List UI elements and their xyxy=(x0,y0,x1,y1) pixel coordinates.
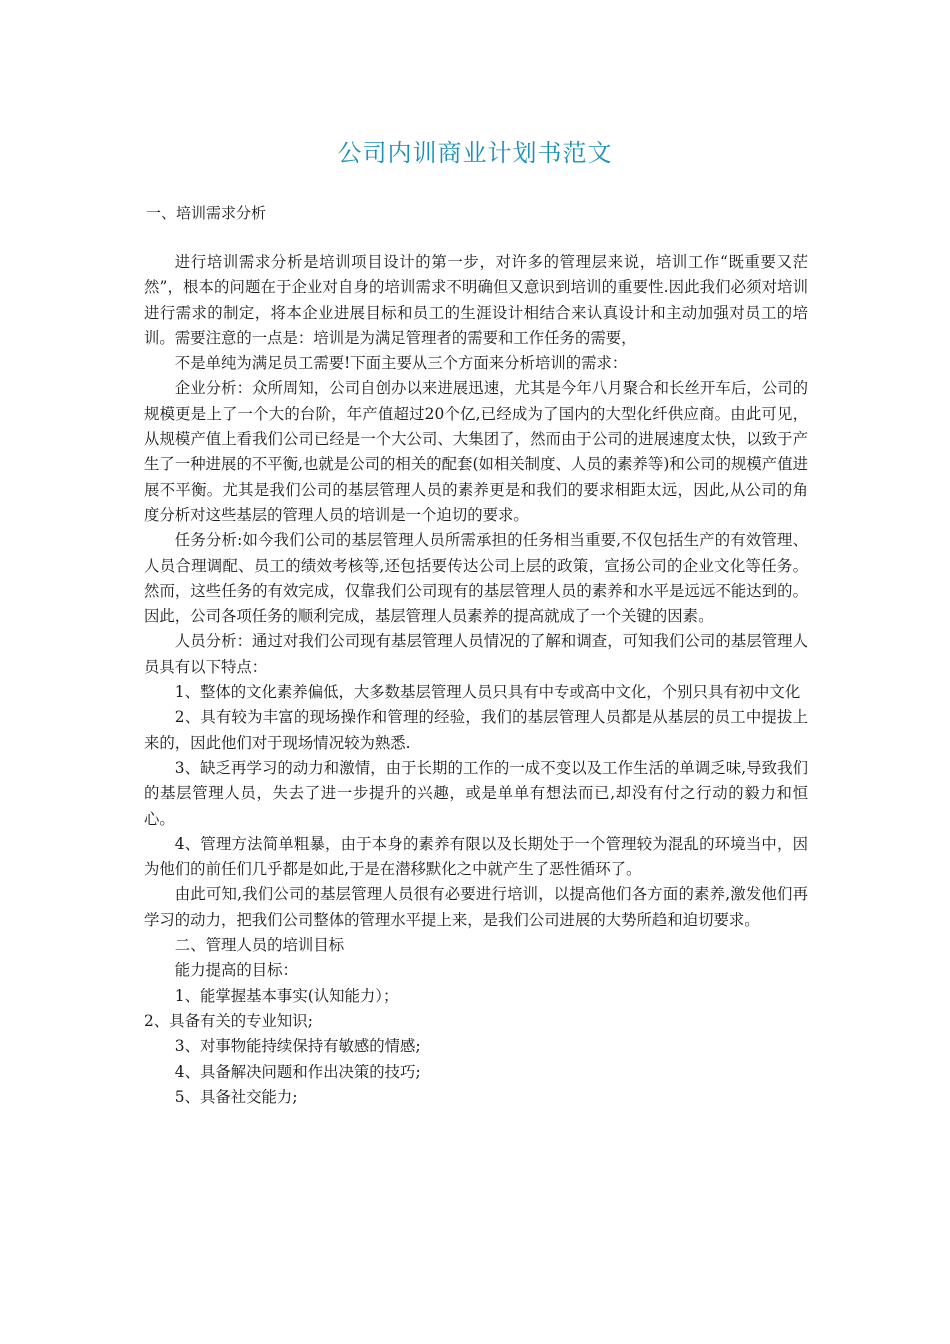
list-item: 5、具备社交能力; xyxy=(174,1087,298,1106)
list-item: 2、具有较为丰富的现场操作和管理的经验，我们的基层管理人员都是从基层的员工中提拔上来的，因此他们对于现场情况较为熟悉. xyxy=(144,708,808,752)
list-item: 2、具备有关的专业知识; xyxy=(144,1011,313,1030)
subheading-ability-goals: 能力提高的目标： xyxy=(174,961,298,980)
paragraph-conclusion: 由此可知,我们公司的基层管理人员很有必要进行培训，以提高他们各方面的素养,激发他们再学习的动力，把我们公司整体的管理水平提上来，是我们公司进展的大势所趋和迫切要求。 xyxy=(144,885,808,929)
paragraph-task-analysis: 任务分析:如今我们公司的基层管理人员所需承担的任务相当重要,不仅包括生产的有效管理、人员合理调配、员工的绩效考核等,还包括要传达公司上层的政策，宣扬公司的企业文化等任务。然而，这些任务的有效完成，仅靠我们公司现有的基层管理人员的素养和水平是远远不能达到的。因此，公司各项任务的顺利完成，基层管理人员素养的提高就成了一个关键的因素。 xyxy=(144,531,808,626)
list-item: 1、整体的文化素养偏低，大多数基层管理人员只具有中专或高中文化，个别只具有初中文化 xyxy=(174,683,801,702)
list-item: 1、能掌握基本事实(认知能力）； xyxy=(174,986,399,1005)
document-title: 公司内训商业计划书范文 xyxy=(337,139,613,167)
section-heading-needs-analysis: 一、培训需求分析 xyxy=(146,204,267,222)
list-item: 3、对事物能持续保持有敏感的情感; xyxy=(174,1037,421,1056)
paragraph-enterprise-analysis: 企业分析：众所周知，公司自创办以来进展迅速，尤其是今年八月聚合和长丝开车后，公司的规模更是上了一个大的台阶，年产值超过20个亿,已经成为了国内的大型化纤供应商。由此可见，从规模产值上看我们公司已经是一个大公司、大集团了，然而由于公司的进展速度太快，以致于产生了一种进展的不平衡,也就是公司的相关的配套(如相关制度、人员的素养等)和公司的规模产值进展不平衡。尤其是我们公司的基层管理人员的素养更是和我们的要求相距太远，因此,从公司的角度分析对这些基层的管理人员的培训是一个迫切的要求。 xyxy=(144,379,808,524)
paragraph: 进行培训需求分析是培训项目设计的第一步，对许多的管理层来说，培训工作“既重要又茫然”，根本的问题在于企业对自身的培训需求不明确但又意识到培训的重要性.因此我们必须对培训进行需求的制定，将本企业进展目标和员工的生涯设计相结合来认真设计和主动加强对员工的培训。需要注意的一点是：培训是为满足管理者的需要和工作任务的需要， xyxy=(144,253,808,347)
list-item: 4、管理方法简单粗暴，由于本身的素养有限以及长期处于一个管理较为混乱的环境当中，因为他们的前任们几乎都是如此,于是在潜移默化之中就产生了恶性循环了。 xyxy=(144,834,808,879)
paragraph: 不是单纯为满足员工需要!下面主要从三个方面来分析培训的需求： xyxy=(174,354,628,373)
paragraph-personnel-analysis: 人员分析：通过对我们公司现有基层管理人员情况的了解和调查，可知我们公司的基层管理人员具有以下特点： xyxy=(144,632,808,676)
document-body xyxy=(144,250,808,1110)
list-item: 3、缺乏再学习的动力和激情，由于长期的工作的一成不变以及工作生活的单调乏味,导致我们的基层管理人员，失去了进一步提升的兴趣，或是单单有想法而已,却没有付之行动的毅力和恒心。 xyxy=(144,758,808,828)
list-item: 4、具备解决问题和作出决策的技巧; xyxy=(174,1062,421,1081)
section-heading-training-goals: 二、管理人员的培训目标 xyxy=(174,936,345,955)
